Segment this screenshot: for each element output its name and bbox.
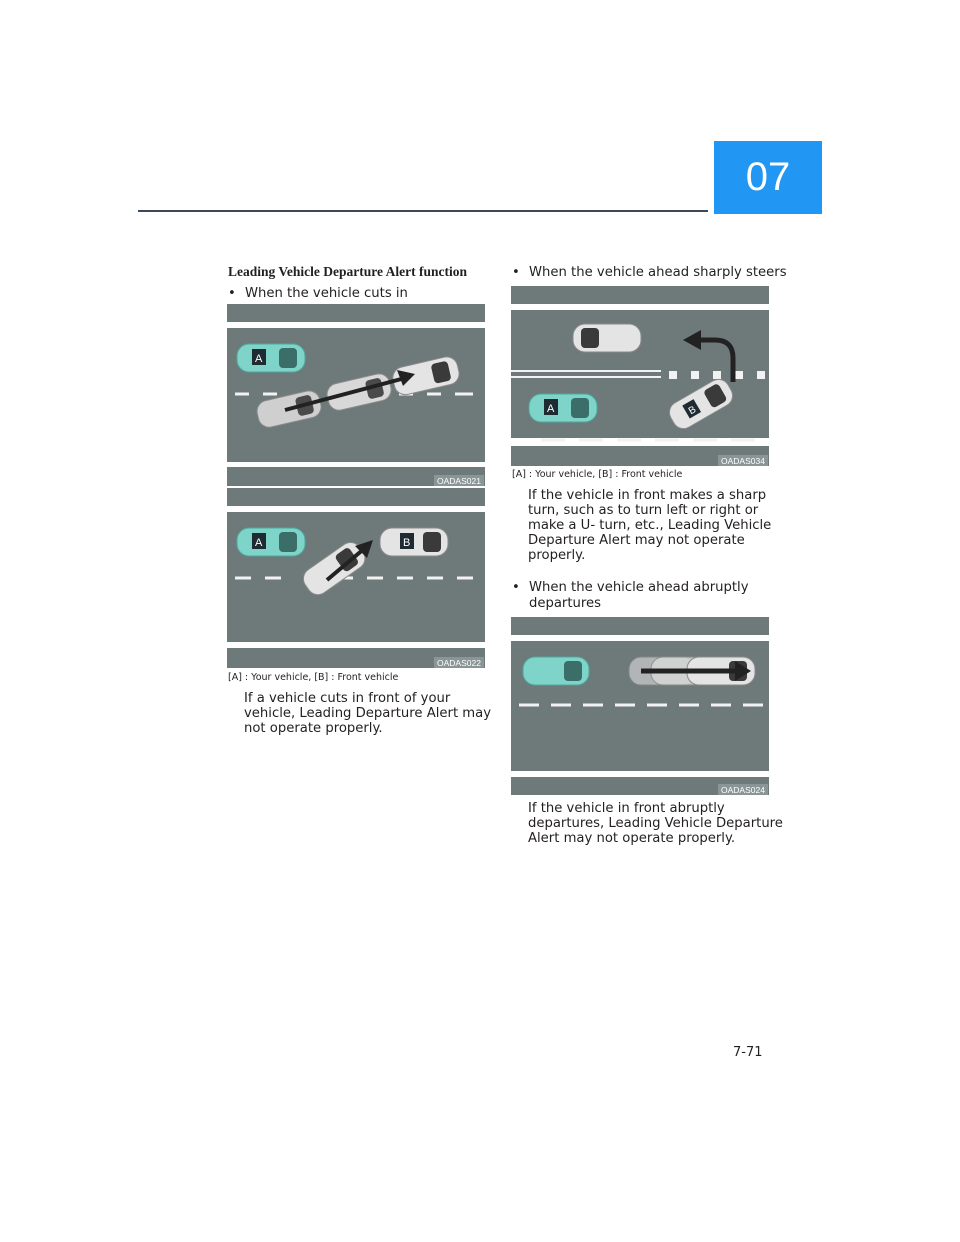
label-b: B — [403, 537, 411, 549]
paragraph-line: departures, Leading Vehicle Departure — [528, 816, 783, 831]
figure-cut-in-2 — [227, 488, 485, 668]
paragraph-line: turn, such as to turn left or right or — [528, 503, 759, 518]
bullet-dot: • — [512, 580, 520, 595]
paragraph-line: Departure Alert may not operate — [528, 533, 745, 548]
label-a: A — [255, 353, 263, 365]
bullet-dot: • — [228, 286, 236, 301]
figure-code: OADAS022 — [437, 658, 481, 668]
header-rule — [138, 210, 708, 212]
your-vehicle — [523, 657, 589, 685]
paragraph-sharp-steer — [528, 488, 771, 563]
paragraph-line: If the vehicle in front abruptly — [528, 801, 725, 816]
front-vehicle — [380, 528, 448, 556]
your-vehicle — [237, 344, 305, 372]
figure-sharp-steer — [511, 286, 769, 466]
figure-code: OADAS034 — [721, 456, 765, 466]
figure-caption: [A] : Your vehicle, [B] : Front vehicle — [228, 672, 399, 683]
your-vehicle — [529, 394, 597, 422]
label-a: A — [547, 403, 555, 415]
label-b: B — [686, 404, 699, 418]
section-heading: Leading Vehicle Departure Alert function — [228, 264, 467, 279]
bullet-cut-in — [228, 286, 408, 302]
paragraph-abrupt-departure — [528, 801, 783, 846]
paragraph-line: vehicle, Leading Departure Alert may — [244, 706, 492, 721]
paragraph-line: If a vehicle cuts in front of your — [244, 691, 451, 706]
paragraph-line: properly. — [528, 548, 586, 563]
oncoming-vehicle — [573, 324, 641, 352]
your-vehicle — [237, 528, 305, 556]
bullet-text: When the vehicle ahead abruptly — [529, 580, 749, 595]
paragraph-line: make a U- turn, etc., Leading Vehicle — [528, 518, 772, 533]
figure-abrupt-departure — [511, 617, 769, 795]
paragraph-cut-in — [244, 691, 491, 736]
figure-cut-in-1 — [227, 304, 485, 486]
bullet-text: When the vehicle ahead sharply steers — [529, 265, 787, 280]
paragraph-line: not operate properly. — [244, 721, 383, 736]
bullet-dot: • — [512, 265, 520, 280]
paragraph-line: If the vehicle in front makes a sharp — [528, 488, 767, 503]
bullet-abrupt-departure — [512, 580, 749, 612]
figure-code: OADAS024 — [721, 785, 765, 795]
bullet-text: departures — [529, 596, 602, 611]
bullet-sharp-steer — [512, 265, 787, 281]
chapter-tab: 07 — [714, 141, 822, 214]
figure-code: OADAS021 — [437, 476, 481, 486]
paragraph-line: Alert may not operate properly. — [528, 831, 736, 846]
bullet-text: When the vehicle cuts in — [245, 286, 408, 301]
figure-caption: [A] : Your vehicle, [B] : Front vehicle — [512, 469, 683, 480]
page-number: 7-71 — [733, 1045, 763, 1060]
label-a: A — [255, 537, 263, 549]
